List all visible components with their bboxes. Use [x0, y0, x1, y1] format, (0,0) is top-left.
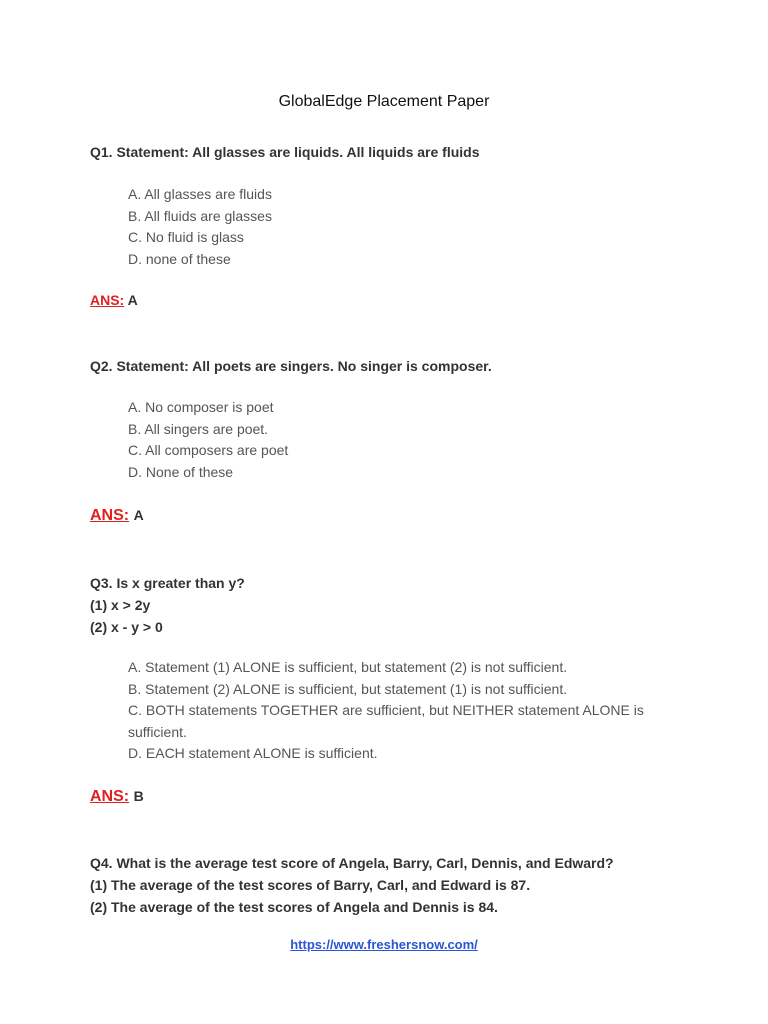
- option-a: A. All glasses are fluids: [128, 186, 272, 202]
- answer-label: ANS:: [90, 507, 130, 524]
- option-a: A. Statement (1) ALONE is sufficient, but statement (2) is not sufficient.: [128, 659, 568, 675]
- question-line: (1) The average of the test scores of Barry, Carl, and Edward is 87.: [90, 877, 531, 893]
- option-c: C. All composers are poet: [128, 442, 289, 458]
- answer-value: B: [133, 788, 144, 804]
- option-a: A. No composer is poet: [128, 399, 274, 415]
- options-q3: [128, 657, 688, 765]
- option-d: D. none of these: [128, 250, 231, 267]
- option-c: C. BOTH statements TOGETHER are sufficient, but NEITHER statement ALONE is sufficient.: [128, 702, 644, 740]
- question-4: [90, 852, 730, 918]
- answer-q3: [90, 788, 144, 806]
- question-line: Q1. Statement: All glasses are liquids. All liquids are fluids: [90, 144, 480, 160]
- question-line: Q4. What is the average test score of Angela, Barry, Carl, Dennis, and Edward?: [90, 855, 614, 871]
- option-b: B. Statement (2) ALONE is sufficient, but statement (1) is not sufficient.: [128, 680, 568, 697]
- footer: [0, 937, 768, 952]
- question-line: (2) The average of the test scores of Angela and Dennis is 84.: [90, 899, 498, 915]
- answer-value: A: [133, 507, 144, 523]
- option-b: B. All singers are poet.: [128, 420, 269, 437]
- answer-q2: [90, 507, 144, 525]
- option-d: D. None of these: [128, 463, 234, 480]
- page-title: GlobalEdge Placement Paper: [278, 93, 490, 110]
- question-line: (2) x - y > 0: [90, 619, 163, 635]
- option-c: C. No fluid is glass: [128, 229, 244, 245]
- question-line: Q3. Is x greater than y?: [90, 575, 245, 591]
- answer-value: A: [127, 292, 138, 308]
- question-2: [90, 355, 710, 377]
- question-3: [90, 572, 710, 638]
- question-1: [90, 141, 710, 163]
- options-q2: [128, 397, 688, 483]
- answer-q1: [90, 292, 138, 308]
- question-line: (1) x > 2y: [90, 597, 151, 613]
- question-line: Q2. Statement: All poets are singers. No singer is composer.: [90, 358, 492, 374]
- footer-link[interactable]: https://www.freshersnow.com/: [290, 937, 478, 952]
- answer-label: ANS:: [90, 788, 130, 805]
- option-d: D. EACH statement ALONE is sufficient.: [128, 745, 378, 761]
- answer-label: ANS:: [90, 292, 125, 308]
- option-b: B. All fluids are glasses: [128, 207, 272, 224]
- options-q1: [128, 184, 688, 270]
